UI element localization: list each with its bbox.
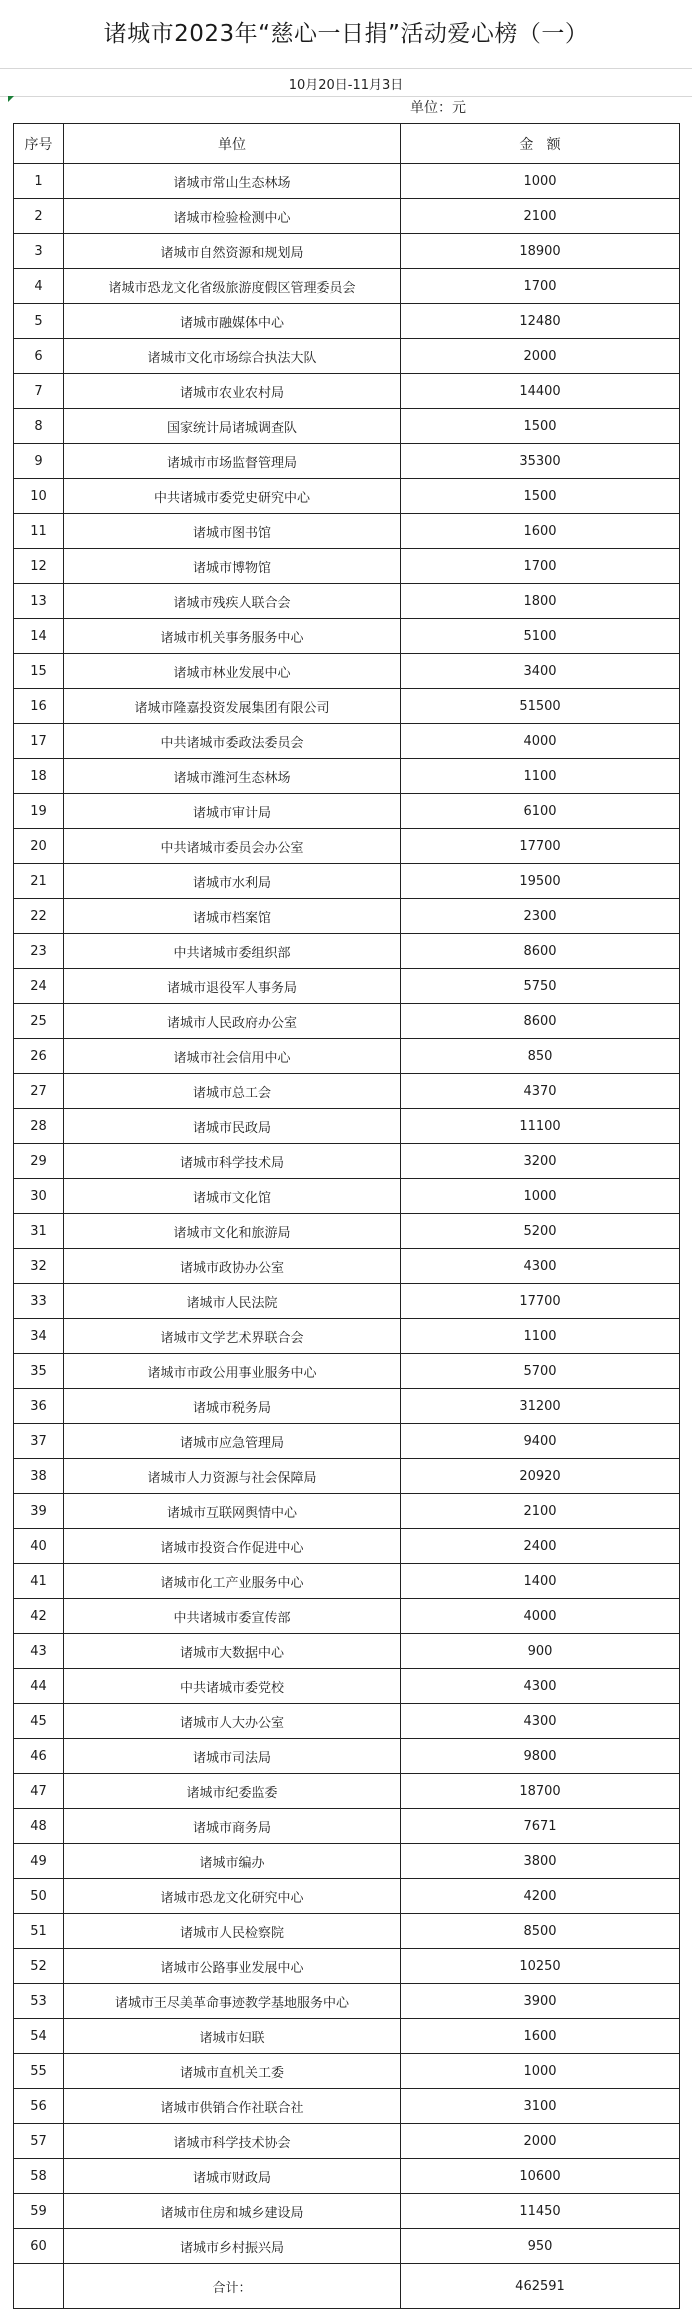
table-row [14,1879,680,1914]
table-row [14,2089,680,2124]
donation-amount: 4000 [401,724,680,759]
unit-name: 中共诸城市委党校 [64,1669,401,1704]
table-row [14,1494,680,1529]
donation-amount: 14400 [401,374,680,409]
row-number: 43 [14,1634,64,1669]
row-number: 26 [14,1039,64,1074]
unit-name: 诸城市融媒体中心 [64,304,401,339]
unit-name: 诸城市纪委监委 [64,1774,401,1809]
unit-name: 诸城市互联网舆情中心 [64,1494,401,1529]
row-number: 6 [14,339,64,374]
unit-name: 诸城市科学技术协会 [64,2124,401,2159]
table-row [14,1844,680,1879]
row-number: 24 [14,969,64,1004]
unit-name: 诸城市应急管理局 [64,1424,401,1459]
row-number: 54 [14,2019,64,2054]
table-row [14,759,680,794]
row-number: 41 [14,1564,64,1599]
row-number: 55 [14,2054,64,2089]
unit-name: 诸城市人民法院 [64,1284,401,1319]
row-number: 52 [14,1949,64,1984]
unit-label: 单位：元 [410,100,466,116]
donation-amount: 6100 [401,794,680,829]
table-row [14,1739,680,1774]
donation-amount: 1700 [401,269,680,304]
row-number: 9 [14,444,64,479]
donation-amount: 19500 [401,864,680,899]
unit-name: 诸城市市场监督管理局 [64,444,401,479]
table-row [14,1634,680,1669]
table-row [14,374,680,409]
donation-amount: 2000 [401,2124,680,2159]
table-row [14,724,680,759]
donation-amount: 850 [401,1039,680,1074]
table-row [14,1074,680,1109]
donation-amount: 4300 [401,1669,680,1704]
donation-amount: 1000 [401,164,680,199]
unit-name: 中共诸城市委组织部 [64,934,401,969]
unit-name: 诸城市商务局 [64,1809,401,1844]
unit-name: 诸城市潍河生态林场 [64,759,401,794]
donation-amount: 1100 [401,1319,680,1354]
row-number: 58 [14,2159,64,2194]
donation-amount: 1500 [401,479,680,514]
donation-amount: 1400 [401,1564,680,1599]
unit-name: 诸城市文化和旅游局 [64,1214,401,1249]
page-title: 诸城市2023年“慈心一日捐”活动爱心榜（一） [103,21,589,47]
donation-amount: 1700 [401,549,680,584]
row-number: 17 [14,724,64,759]
unit-name: 诸城市档案馆 [64,899,401,934]
donation-amount: 900 [401,1634,680,1669]
row-number: 33 [14,1284,64,1319]
row-number: 14 [14,619,64,654]
unit-name: 诸城市编办 [64,1844,401,1879]
row-number: 15 [14,654,64,689]
table-row [14,584,680,619]
table-row [14,1669,680,1704]
unit-name: 诸城市人大办公室 [64,1704,401,1739]
donation-amount: 1600 [401,514,680,549]
row-number: 18 [14,759,64,794]
row-number: 56 [14,2089,64,2124]
donation-amount: 12480 [401,304,680,339]
table-row [14,1039,680,1074]
row-number: 27 [14,1074,64,1109]
table-row [14,969,680,1004]
row-number: 36 [14,1389,64,1424]
unit-name: 诸城市退役军人事务局 [64,969,401,1004]
unit-name: 诸城市人民检察院 [64,1914,401,1949]
donation-amount: 1500 [401,409,680,444]
donation-amount: 1800 [401,584,680,619]
row-number: 11 [14,514,64,549]
table-row [14,1389,680,1424]
donation-amount: 2000 [401,339,680,374]
table-row [14,864,680,899]
donation-amount: 17700 [401,1284,680,1319]
donation-amount: 18900 [401,234,680,269]
row-number: 39 [14,1494,64,1529]
table-row [14,1319,680,1354]
unit-name: 诸城市林业发展中心 [64,654,401,689]
donation-amount: 1000 [401,2054,680,2089]
row-number: 12 [14,549,64,584]
unit-name: 诸城市恐龙文化研究中心 [64,1879,401,1914]
row-number: 28 [14,1109,64,1144]
table-row [14,1249,680,1284]
unit-name: 诸城市住房和城乡建设局 [64,2194,401,2229]
unit-name: 诸城市图书馆 [64,514,401,549]
row-number: 16 [14,689,64,724]
unit-name: 诸城市司法局 [64,1739,401,1774]
table-row [14,2054,680,2089]
unit-name: 诸城市供销合作社联合社 [64,2089,401,2124]
table-row [14,1774,680,1809]
table-row [14,1424,680,1459]
donation-amount: 11100 [401,1109,680,1144]
donation-amount: 11450 [401,2194,680,2229]
table-row [14,1004,680,1039]
table-row [14,2019,680,2054]
donation-amount: 8600 [401,934,680,969]
row-number: 8 [14,409,64,444]
donation-amount: 5100 [401,619,680,654]
sheet-gridline [0,96,692,97]
row-number: 2 [14,199,64,234]
table-row [14,934,680,969]
unit-name: 诸城市民政局 [64,1109,401,1144]
total-row [14,2264,680,2309]
unit-name: 诸城市审计局 [64,794,401,829]
table-row [14,1949,680,1984]
unit-name: 诸城市文学艺术界联合会 [64,1319,401,1354]
donation-amount: 18700 [401,1774,680,1809]
row-number: 38 [14,1459,64,1494]
table-row [14,654,680,689]
table-row [14,1284,680,1319]
table-row [14,1599,680,1634]
table-row [14,409,680,444]
total-no-cell [14,2264,64,2309]
donation-amount: 5200 [401,1214,680,1249]
table-row [14,1809,680,1844]
row-number: 51 [14,1914,64,1949]
donation-amount: 3400 [401,654,680,689]
unit-name: 诸城市大数据中心 [64,1634,401,1669]
table-row [14,479,680,514]
table-row [14,304,680,339]
table-row [14,899,680,934]
unit-name: 诸城市直机关工委 [64,2054,401,2089]
donation-amount: 35300 [401,444,680,479]
row-number: 37 [14,1424,64,1459]
donation-amount: 1600 [401,2019,680,2054]
table-row [14,1984,680,2019]
unit-name: 诸城市自然资源和规划局 [64,234,401,269]
donation-amount: 9800 [401,1739,680,1774]
row-number: 3 [14,234,64,269]
donation-amount: 4200 [401,1879,680,1914]
table-row [14,689,680,724]
row-number: 7 [14,374,64,409]
donation-amount: 17700 [401,829,680,864]
table-row [14,269,680,304]
row-number: 44 [14,1669,64,1704]
table-row [14,1214,680,1249]
row-number: 22 [14,899,64,934]
row-number: 21 [14,864,64,899]
unit-name: 中共诸城市委宣传部 [64,1599,401,1634]
row-number: 53 [14,1984,64,2019]
row-number: 25 [14,1004,64,1039]
table-row [14,1179,680,1214]
row-number: 46 [14,1739,64,1774]
row-number: 5 [14,304,64,339]
table-row [14,234,680,269]
table-row [14,1354,680,1389]
donation-amount: 51500 [401,689,680,724]
table-row [14,794,680,829]
unit-name: 诸城市人力资源与社会保障局 [64,1459,401,1494]
table-row [14,2194,680,2229]
table-row [14,2229,680,2264]
row-number: 1 [14,164,64,199]
donation-amount: 31200 [401,1389,680,1424]
unit-name: 诸城市科学技术局 [64,1144,401,1179]
unit-name: 诸城市农业农村局 [64,374,401,409]
table-row [14,549,680,584]
sheet-gridline [0,68,692,69]
table-header-row [14,124,680,164]
unit-name: 诸城市水利局 [64,864,401,899]
unit-name: 诸城市文化市场综合执法大队 [64,339,401,374]
row-number: 23 [14,934,64,969]
donation-amount: 8500 [401,1914,680,1949]
row-number: 19 [14,794,64,829]
unit-name: 中共诸城市委员会办公室 [64,829,401,864]
donation-amount: 7671 [401,1809,680,1844]
row-number: 32 [14,1249,64,1284]
table-row [14,619,680,654]
unit-name: 诸城市财政局 [64,2159,401,2194]
donation-amount: 3900 [401,1984,680,2019]
table-row [14,1914,680,1949]
row-number: 50 [14,1879,64,1914]
row-number: 57 [14,2124,64,2159]
table-row [14,1144,680,1179]
table-row [14,1529,680,1564]
table-row [14,339,680,374]
donation-amount: 5750 [401,969,680,1004]
unit-name: 诸城市化工产业服务中心 [64,1564,401,1599]
donation-amount: 8600 [401,1004,680,1039]
table-row [14,514,680,549]
unit-name: 诸城市乡村振兴局 [64,2229,401,2264]
table-row [14,829,680,864]
donation-amount: 4300 [401,1249,680,1284]
unit-name: 诸城市总工会 [64,1074,401,1109]
unit-name: 诸城市博物馆 [64,549,401,584]
header-unit: 单位 [64,124,401,164]
unit-name: 中共诸城市委党史研究中心 [64,479,401,514]
row-number: 13 [14,584,64,619]
unit-name: 诸城市机关事务服务中心 [64,619,401,654]
donation-amount: 950 [401,2229,680,2264]
unit-name: 诸城市恐龙文化省级旅游度假区管理委员会 [64,269,401,304]
unit-name: 诸城市隆嘉投资发展集团有限公司 [64,689,401,724]
unit-name: 诸城市社会信用中心 [64,1039,401,1074]
table-row [14,1564,680,1599]
total-label: 合计： [64,2264,401,2309]
unit-name: 国家统计局诸城调查队 [64,409,401,444]
donation-amount: 2100 [401,1494,680,1529]
donation-amount: 3100 [401,2089,680,2124]
cell-comment-marker-icon [8,96,14,102]
donation-amount: 1000 [401,1179,680,1214]
row-number: 29 [14,1144,64,1179]
unit-name: 诸城市税务局 [64,1389,401,1424]
donation-amount: 1100 [401,759,680,794]
donation-amount: 20920 [401,1459,680,1494]
row-number: 31 [14,1214,64,1249]
unit-name: 诸城市王尽美革命事迹教学基地服务中心 [64,1984,401,2019]
row-number: 34 [14,1319,64,1354]
donation-amount: 10600 [401,2159,680,2194]
row-number: 49 [14,1844,64,1879]
row-number: 20 [14,829,64,864]
date-range: 10月20日-11月3日 [288,78,404,93]
unit-name: 诸城市残疾人联合会 [64,584,401,619]
donation-amount: 2100 [401,199,680,234]
unit-name: 诸城市市政公用事业服务中心 [64,1354,401,1389]
donation-amount: 5700 [401,1354,680,1389]
unit-name: 诸城市政协办公室 [64,1249,401,1284]
unit-name: 诸城市公路事业发展中心 [64,1949,401,1984]
table-row [14,2124,680,2159]
total-amount: 462591 [401,2264,680,2309]
table-row [14,2159,680,2194]
unit-name: 诸城市常山生态林场 [64,164,401,199]
table-row [14,1109,680,1144]
unit-name: 诸城市妇联 [64,2019,401,2054]
table-body [14,164,680,2264]
donation-table [13,123,680,2309]
row-number: 35 [14,1354,64,1389]
row-number: 47 [14,1774,64,1809]
header-amount: 金 额 [401,124,680,164]
row-number: 4 [14,269,64,304]
donation-amount: 4300 [401,1704,680,1739]
unit-name: 诸城市人民政府办公室 [64,1004,401,1039]
row-number: 30 [14,1179,64,1214]
header-no: 序号 [14,124,64,164]
donation-amount: 10250 [401,1949,680,1984]
row-number: 42 [14,1599,64,1634]
row-number: 59 [14,2194,64,2229]
table-row [14,164,680,199]
table-row [14,199,680,234]
row-number: 40 [14,1529,64,1564]
row-number: 48 [14,1809,64,1844]
row-number: 45 [14,1704,64,1739]
donation-amount: 3200 [401,1144,680,1179]
unit-name: 诸城市投资合作促进中心 [64,1529,401,1564]
donation-amount: 9400 [401,1424,680,1459]
table-row [14,1704,680,1739]
unit-name: 诸城市检验检测中心 [64,199,401,234]
donation-amount: 4370 [401,1074,680,1109]
row-number: 10 [14,479,64,514]
donation-amount: 3800 [401,1844,680,1879]
unit-name: 诸城市文化馆 [64,1179,401,1214]
table-row [14,444,680,479]
donation-amount: 2300 [401,899,680,934]
table-row [14,1459,680,1494]
donation-amount: 4000 [401,1599,680,1634]
row-number: 60 [14,2229,64,2264]
unit-name: 中共诸城市委政法委员会 [64,724,401,759]
donation-amount: 2400 [401,1529,680,1564]
